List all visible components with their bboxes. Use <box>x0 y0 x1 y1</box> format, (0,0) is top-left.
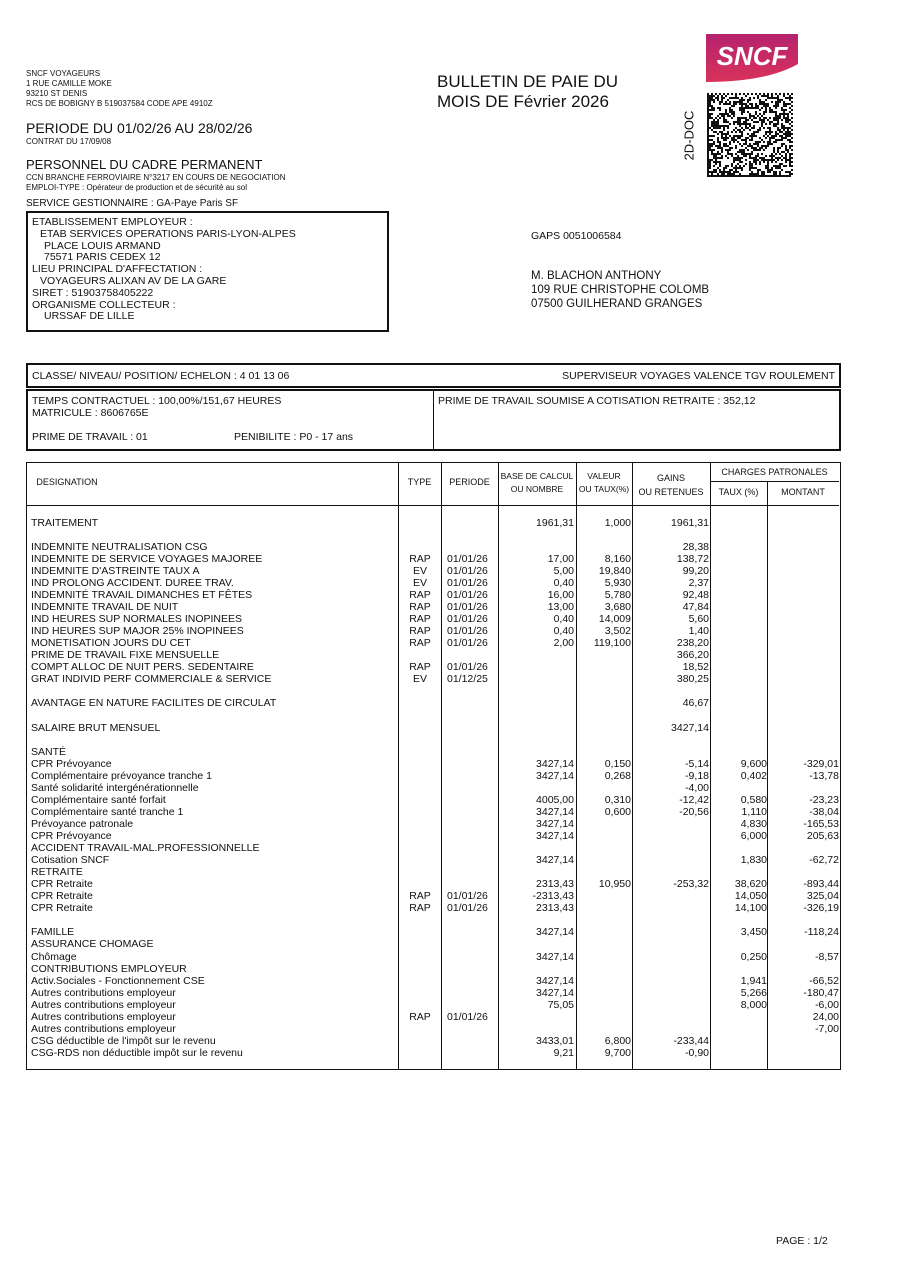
cell-gains: 28,38 <box>682 541 709 553</box>
cell-taux: 9,600 <box>740 758 767 770</box>
cell-valeur: 8,160 <box>604 553 631 565</box>
cell-periode: 01/01/26 <box>447 565 488 577</box>
cell-type: RAP <box>409 661 431 673</box>
cell-gains: -253,32 <box>673 878 709 890</box>
cell-taux: 0,250 <box>740 951 767 963</box>
classe-box <box>26 363 841 388</box>
table-row <box>27 878 842 890</box>
job-title: SUPERVISEUR VOYAGES VALENCE TGV ROULEMENT <box>562 370 835 382</box>
cell-base: 16,00 <box>547 589 574 601</box>
table-row <box>27 553 842 565</box>
pay-period: PERIODE DU 01/02/26 AU 28/02/26 <box>26 120 253 136</box>
cell-designation: CONTRIBUTIONS EMPLOYEUR <box>31 963 187 975</box>
estab-line: ETABLISSEMENT EMPLOYEUR : <box>32 216 193 228</box>
table-row <box>27 782 842 794</box>
table-row <box>27 625 842 637</box>
employee-name: M. BLACHON ANTHONY <box>531 270 662 282</box>
header-valeur-2: OU TAUX(%) <box>578 484 630 494</box>
contract-time: TEMPS CONTRACTUEL : 100,00%/151,67 HEURES <box>32 395 282 407</box>
estab-line: ETAB SERVICES OPERATIONS PARIS-LYON-ALPES <box>40 227 296 240</box>
table-row <box>27 818 842 830</box>
cell-gains: 18,52 <box>682 661 709 673</box>
cell-designation: CSG déductible de l'impôt sur le revenu <box>31 1035 216 1047</box>
cell-montant: -118,24 <box>804 926 839 938</box>
cell-gains: -0,90 <box>685 1047 709 1059</box>
cell-base: 13,00 <box>547 601 574 613</box>
cell-base: 3427,14 <box>536 806 574 818</box>
cell-designation: IND PROLONG ACCIDENT. DUREE TRAV. <box>31 577 234 589</box>
bulletin-title-line2: MOIS DE Février 2026 <box>437 92 609 111</box>
company-rcs: RCS DE BOBIGNY B 519037584 CODE APE 4910Z <box>26 99 213 108</box>
cell-valeur: 0,268 <box>604 770 631 782</box>
estab-line: ORGANISME COLLECTEUR : <box>32 298 176 311</box>
header-base-2: OU NOMBRE <box>510 484 564 494</box>
cell-gains: 46,67 <box>682 697 709 709</box>
cell-valeur: 10,950 <box>598 878 631 890</box>
table-row <box>27 806 842 818</box>
cell-base: 3427,14 <box>536 758 574 770</box>
gaps-number: GAPS 0051006584 <box>531 230 622 242</box>
table-row <box>27 758 842 770</box>
cell-base: 3427,14 <box>536 854 574 866</box>
cell-periode: 01/12/25 <box>447 673 488 685</box>
cell-designation: TRAITEMENT <box>31 517 99 529</box>
company-name: SNCF VOYAGEURS <box>26 69 101 78</box>
cell-montant: -66,52 <box>809 975 839 987</box>
page-number: PAGE : 1/2 <box>776 1235 828 1247</box>
personnel-category: PERSONNEL DU CADRE PERMANENT <box>26 157 263 172</box>
table-row <box>27 1035 842 1047</box>
header-periode: PERIODE <box>449 477 490 487</box>
cell-type: EV <box>412 577 427 589</box>
cell-valeur: 0,150 <box>604 758 631 770</box>
cell-designation: ASSURANCE CHOMAGE <box>31 938 154 950</box>
header-montant: MONTANT <box>781 487 825 497</box>
cell-taux: 0,580 <box>740 794 767 806</box>
cell-designation: SANTÉ <box>31 746 67 758</box>
qr-code-icon <box>707 93 793 177</box>
cell-designation: ACCIDENT TRAVAIL-MAL.PROFESSIONNELLE <box>31 842 260 854</box>
cell-montant: -8,57 <box>815 951 839 963</box>
twod-doc-label: 2D-DOC <box>681 110 697 161</box>
payslip-table <box>26 462 841 1070</box>
employee-address <box>531 269 709 311</box>
cell-gains: 47,84 <box>682 601 709 613</box>
cell-gains: 5,60 <box>688 613 709 625</box>
cell-montant: -7,00 <box>815 1023 839 1035</box>
cell-valeur: 14,009 <box>598 613 631 625</box>
cell-type: RAP <box>409 553 431 565</box>
cell-designation: IND HEURES SUP NORMALES INOPINEES <box>31 613 243 625</box>
header-base-1: BASE DE CALCUL <box>500 471 574 481</box>
table-row <box>27 866 842 878</box>
cell-periode: 01/01/26 <box>447 1011 488 1023</box>
header-type: TYPE <box>407 477 432 487</box>
cell-valeur: 3,502 <box>604 625 631 637</box>
cell-valeur: 5,780 <box>604 589 631 601</box>
cell-valeur: 0,600 <box>604 806 631 818</box>
service-gestionnaire: SERVICE GESTIONNAIRE : GA-Paye Paris SF <box>26 198 239 209</box>
estab-line: URSSAF DE LILLE <box>44 310 135 323</box>
cell-taux: 1,110 <box>741 806 767 818</box>
cell-taux: 1,941 <box>740 975 767 987</box>
cell-designation: Complémentaire santé tranche 1 <box>31 806 184 818</box>
cell-taux: 14,100 <box>734 902 767 914</box>
table-row <box>27 975 842 987</box>
cell-gains: 238,20 <box>676 637 709 649</box>
cell-taux: 14,050 <box>734 890 767 902</box>
cell-valeur: 6,800 <box>604 1035 631 1047</box>
table-row <box>27 938 842 950</box>
table-row <box>27 577 842 589</box>
cell-base: 3427,14 <box>536 951 574 963</box>
cell-valeur: 0,310 <box>604 794 631 806</box>
cell-periode: 01/01/26 <box>447 577 488 589</box>
prime-retraite: PRIME DE TRAVAIL SOUMISE A COTISATION RETRAITE : 352,12 <box>438 395 756 407</box>
cell-type: RAP <box>409 601 431 613</box>
cell-periode: 01/01/26 <box>447 553 488 565</box>
bulletin-title <box>437 72 618 112</box>
cell-designation: CSG-RDS non déductible impôt sur le revenu <box>31 1047 243 1059</box>
cell-base: 75,05 <box>547 999 574 1011</box>
cell-base: 2313,43 <box>536 902 574 914</box>
cell-base: 9,21 <box>553 1047 574 1059</box>
header-divider <box>27 505 839 506</box>
table-row <box>27 697 842 709</box>
header-charges: CHARGES PATRONALES <box>721 467 828 477</box>
table-row <box>27 987 842 999</box>
header-valeur-1: VALEUR <box>587 471 621 481</box>
estab-line: 75571 PARIS CEDEX 12 <box>44 251 161 264</box>
cell-taux: 1,830 <box>740 854 767 866</box>
cell-designation: CPR Retraite <box>31 902 93 914</box>
cell-gains: 380,25 <box>676 673 709 685</box>
table-row <box>27 794 842 806</box>
table-row <box>27 589 842 601</box>
cell-taux: 8,000 <box>740 999 767 1011</box>
cell-designation: CPR Prévoyance <box>31 758 112 770</box>
cell-designation: Autres contributions employeur <box>31 987 176 999</box>
table-row <box>27 1047 842 1059</box>
cell-base: 3427,14 <box>536 830 574 842</box>
cell-valeur: 119,100 <box>593 637 631 649</box>
cell-gains: 99,20 <box>682 565 709 577</box>
cell-montant: -326,19 <box>803 902 839 914</box>
cell-designation: GRAT INDIVID PERF COMMERCIALE & SERVICE <box>31 673 272 685</box>
cell-designation: INDEMNITE D'ASTREINTE TAUX A <box>31 565 200 577</box>
cell-base: 2313,43 <box>536 878 574 890</box>
cell-valeur: 1,000 <box>604 517 631 529</box>
cell-designation: INDEMNITE DE SERVICE VOYAGES MAJOREE <box>31 553 263 565</box>
cell-designation: Autres contributions employeur <box>31 1023 176 1035</box>
cell-base: 0,40 <box>553 625 574 637</box>
header-subdivider <box>710 481 839 482</box>
cell-type: EV <box>412 565 427 577</box>
table-row <box>27 999 842 1011</box>
cell-base: 3427,14 <box>536 770 574 782</box>
cell-type: RAP <box>409 890 431 902</box>
cell-gains: 138,72 <box>676 553 709 565</box>
cell-type: RAP <box>409 637 431 649</box>
estab-line: VOYAGEURS ALIXAN AV DE LA GARE <box>40 274 227 287</box>
cell-designation: Santé solidarité intergénérationnelle <box>31 782 199 794</box>
employee-street: 109 RUE CHRISTOPHE COLOMB <box>531 284 710 296</box>
table-row <box>27 565 842 577</box>
cell-periode: 01/01/26 <box>447 589 488 601</box>
cell-designation: MONETISATION JOURS DU CET <box>31 637 191 649</box>
contract-date: CONTRAT DU 17/09/08 <box>26 137 112 146</box>
cell-designation: Autres contributions employeur <box>31 1011 176 1023</box>
estab-line: PLACE LOUIS ARMAND <box>44 239 161 252</box>
cell-taux: 4,830 <box>740 818 767 830</box>
establishment-box <box>26 211 389 332</box>
cell-taux: 0,402 <box>740 770 767 782</box>
cell-type: RAP <box>409 1011 431 1023</box>
cell-valeur: 3,680 <box>604 601 631 613</box>
cell-gains: 3427,14 <box>671 722 709 734</box>
table-row <box>27 661 842 673</box>
cell-montant: -62,72 <box>809 854 839 866</box>
cell-base: 3427,14 <box>536 926 574 938</box>
cell-valeur: 19,840 <box>598 565 631 577</box>
company-street: 1 RUE CAMILLE MOKE <box>26 79 112 88</box>
sncf-logo <box>706 34 798 82</box>
cell-periode: 01/01/26 <box>447 902 488 914</box>
table-row <box>27 673 842 685</box>
ccn-block <box>26 173 286 193</box>
cell-montant: 24,00 <box>812 1011 839 1023</box>
cell-base: 0,40 <box>553 577 574 589</box>
classe-position: CLASSE/ NIVEAU/ POSITION/ ECHELON : 4 01 13 06 <box>32 370 290 382</box>
cell-montant: -13,78 <box>809 770 839 782</box>
cell-designation: INDEMNITE TRAVAIL DE NUIT <box>31 601 179 613</box>
cell-gains: -233,44 <box>673 1035 709 1047</box>
cell-taux: 3,450 <box>740 926 767 938</box>
cell-periode: 01/01/26 <box>447 625 488 637</box>
cell-valeur: 9,700 <box>604 1047 631 1059</box>
cell-gains: -5,14 <box>685 758 709 770</box>
cell-base: 3427,14 <box>536 975 574 987</box>
cell-valeur: 5,930 <box>604 577 631 589</box>
cell-gains: -20,56 <box>679 806 709 818</box>
cell-designation: CPR Retraite <box>31 890 93 902</box>
cell-base: 17,00 <box>547 553 574 565</box>
table-row <box>27 854 842 866</box>
cell-base: 0,40 <box>553 613 574 625</box>
table-row <box>27 541 842 553</box>
header-designation: DESIGNATION <box>36 477 98 487</box>
cell-periode: 01/01/26 <box>447 613 488 625</box>
table-row <box>27 890 842 902</box>
employee-city: 07500 GUILHERAND GRANGES <box>531 298 703 310</box>
cell-designation: Chômage <box>31 951 77 963</box>
cell-taux: 5,266 <box>740 987 767 999</box>
table-row <box>27 951 842 963</box>
estab-line: SIRET : 51903758405222 <box>32 286 154 299</box>
cell-base: 3427,14 <box>536 818 574 830</box>
table-row <box>27 517 842 529</box>
cell-type: RAP <box>409 902 431 914</box>
cell-gains: -9,18 <box>685 770 709 782</box>
employment-type: EMPLOI-TYPE : Opérateur de production et de sécurité au sol <box>26 183 247 192</box>
cell-base: 1961,31 <box>536 517 574 529</box>
table-row <box>27 1011 842 1023</box>
cell-base: 3427,14 <box>536 987 574 999</box>
cell-taux: 6,000 <box>740 830 767 842</box>
header-gains-2: OU RETENUES <box>638 487 704 497</box>
cell-gains: 1,40 <box>688 625 709 637</box>
cell-base: 5,00 <box>553 565 574 577</box>
cell-designation: INDEMNITE NEUTRALISATION CSG <box>31 541 208 553</box>
table-row <box>27 770 842 782</box>
cell-designation: COMPT ALLOC DE NUIT PERS. SEDENTAIRE <box>31 661 254 673</box>
cell-montant: 325,04 <box>806 890 839 902</box>
table-row <box>27 963 842 975</box>
cell-designation: RETRAITE <box>31 866 83 878</box>
cell-gains: -12,42 <box>679 794 709 806</box>
cell-montant: -38,04 <box>809 806 839 818</box>
company-city: 93210 ST DENIS <box>26 89 88 98</box>
table-row <box>27 601 842 613</box>
table-row <box>27 926 842 938</box>
cell-designation: Complémentaire prévoyance tranche 1 <box>31 770 212 782</box>
cell-taux: 38,620 <box>734 878 767 890</box>
cell-designation: IND HEURES SUP MAJOR 25% INOPINEES <box>31 625 244 637</box>
cell-designation: Cotisation SNCF <box>31 854 110 866</box>
header-gains-1: GAINS <box>656 473 685 483</box>
cell-periode: 01/01/26 <box>447 661 488 673</box>
table-row <box>27 637 842 649</box>
table-row <box>27 902 842 914</box>
cell-designation: FAMILLE <box>31 926 75 938</box>
cell-gains: 1961,31 <box>671 517 709 529</box>
cell-montant: -329,01 <box>803 758 839 770</box>
cell-montant: -893,44 <box>803 878 839 890</box>
table-row <box>27 746 842 758</box>
ccn-line: CCN BRANCHE FERROVIAIRE N°3217 EN COURS DE NEGOCIATION <box>26 173 286 182</box>
cell-periode: 01/01/26 <box>447 637 488 649</box>
table-row <box>27 1023 842 1035</box>
prime-travail: PRIME DE TRAVAIL : 01 <box>32 431 148 443</box>
bulletin-title-line1: BULLETIN DE PAIE DU <box>437 72 619 91</box>
table-row <box>27 830 842 842</box>
cell-designation: Autres contributions employeur <box>31 999 176 1011</box>
contract-info-box <box>26 389 841 451</box>
cell-gains: 2,37 <box>688 577 709 589</box>
cell-base: 2,00 <box>553 637 574 649</box>
cell-periode: 01/01/26 <box>447 601 488 613</box>
cell-montant: -6,00 <box>815 999 839 1011</box>
cell-type: RAP <box>409 613 431 625</box>
cell-type: RAP <box>409 589 431 601</box>
divider <box>433 391 434 449</box>
cell-base: 4005,00 <box>536 794 574 806</box>
cell-designation: Activ.Sociales - Fonctionnement CSE <box>31 975 205 987</box>
employer-company-block <box>26 69 213 109</box>
table-row <box>27 649 842 661</box>
cell-periode: 01/01/26 <box>447 890 488 902</box>
cell-type: EV <box>412 673 427 685</box>
cell-designation: Complémentaire santé forfait <box>31 794 166 806</box>
cell-designation: CPR Prévoyance <box>31 830 112 842</box>
cell-gains: 366,20 <box>676 649 709 661</box>
cell-base: 3433,01 <box>536 1035 574 1047</box>
cell-type: RAP <box>409 625 431 637</box>
cell-montant: 205,63 <box>806 830 839 842</box>
cell-designation: PRIME DE TRAVAIL FIXE MENSUELLE <box>31 649 220 661</box>
estab-line: LIEU PRINCIPAL D'AFFECTATION : <box>32 263 203 276</box>
cell-gains: -4,00 <box>685 782 709 794</box>
logo-text: SNCF <box>716 41 788 71</box>
cell-designation: Prévoyance patronale <box>31 818 134 830</box>
table-row <box>27 613 842 625</box>
table-row <box>27 722 842 734</box>
cell-montant: -165,53 <box>803 818 839 830</box>
cell-montant: -180,47 <box>803 987 839 999</box>
cell-base: -2313,43 <box>532 890 574 902</box>
cell-designation: INDEMNITÉ TRAVAIL DIMANCHES ET FÊTES <box>31 589 253 601</box>
header-taux: TAUX (%) <box>718 487 759 497</box>
matricule: MATRICULE : 8606765E <box>32 407 149 419</box>
penibilite: PENIBILITE : P0 - 17 ans <box>234 431 354 443</box>
cell-designation: SALAIRE BRUT MENSUEL <box>31 722 161 734</box>
cell-designation: AVANTAGE EN NATURE FACILITES DE CIRCULAT <box>31 697 277 709</box>
table-row <box>27 842 842 854</box>
cell-designation: CPR Retraite <box>31 878 93 890</box>
cell-gains: 92,48 <box>682 589 709 601</box>
cell-montant: -23,23 <box>809 794 839 806</box>
